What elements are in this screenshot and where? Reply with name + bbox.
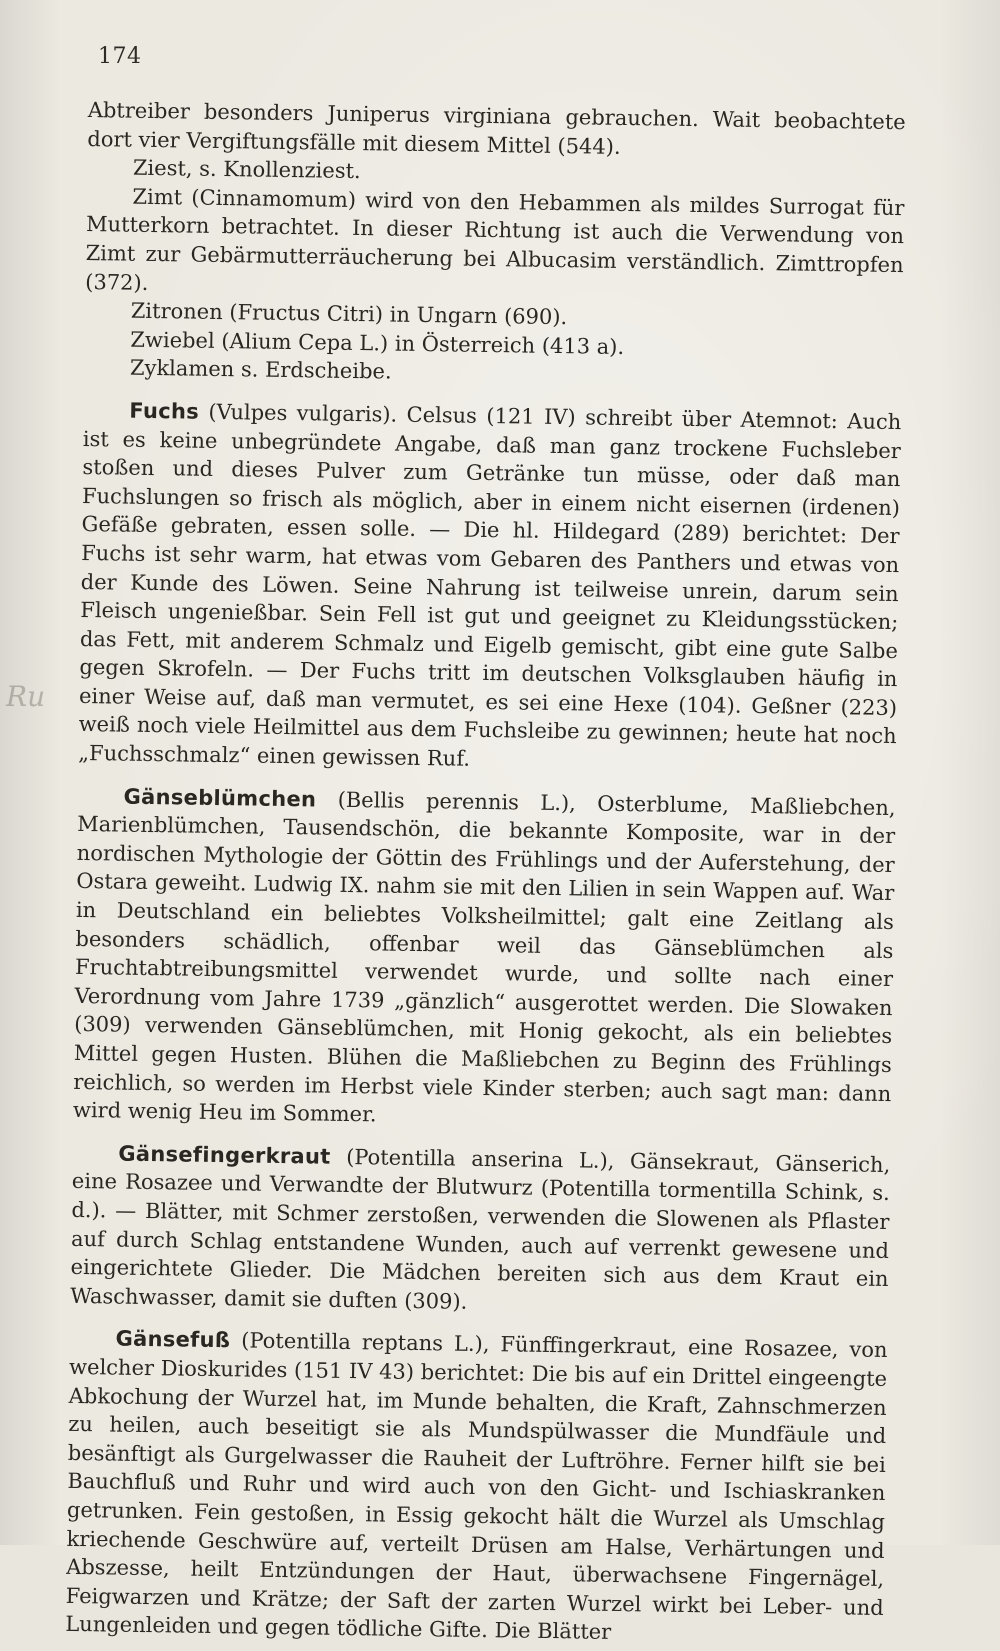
page-number: 174: [98, 44, 142, 69]
page-body-text: [65, 96, 906, 1645]
entry-gaensefuss: [65, 1324, 888, 1651]
entry-body: (Bellis perennis L.), Osterblume, Maßliebchen, Marienblümchen, Tausendschön, die bekannte Komposite, war in der nordischen Mythologie der Göttin des Frühlings und der Auferstehung, der Ostara geweiht. Ludwig IX. nahm sie mit den Lilien in sein Wappen auf. War in Deutschland ein beliebtes Volksheilmittel; galt eine Zeitlang als besonders schädlich, offenbar weil das Gänseblümchen als Fruchtabtreibungsmittel verwendet wurde, und sollte nach einer Verordnung vom Jahre 1739 „gänzlich“ ausgerottet werden. Die Slowaken (309) verwenden Gänseblümchen, mit Honig gekocht, als ein beliebtes Mittel gegen Husten. Blühen die Maßliebchen zu Beginn des Frühlings reichlich, so werden im Herbst viele Kinder sterben; auch sagt man: dann wird wenig Heu im Sommer.: [72, 787, 896, 1127]
entry-headword: Fuchs: [129, 398, 200, 424]
entry-body: (Vulpes vulgaris). Celsus (121 IV) schreibt über Atemnot: Auch ist es keine unbegründete Angabe, daß man ganz trockene Fuchsleber stoßen und dieses Pulver zum Getränke tun müsse, oder daß man Fuchslungen so frisch als möglich, aber in einem nicht eisernen (irdenen) Gefäße gebraten, essen solle. — Die hl. Hildegard (289) berichtet: Der Fuchs ist sehr warm, hat etwas vom Gebaren des Panthers und etwas von der Kunde des Löwen. Seine Nahrung ist teilweise unrein, darum sein Fleisch ungenießbar. Sein Fell ist gut und geeignet zu Kleidungsstücken; das Fett, mit anderem Schmalz und Eigelb gemischt, gibt eine gute Salbe gegen Skrofeln. — Der Fuchs tritt im deutschen Volksglauben häufig in einer Weise auf, daß man vermutet, es sei eine Hexe (104). Geßner (223) weiß noch viele Heilmittel aus dem Fuchsleibe zu gewinnen; heute hat noch „Fuchsschmalz“ einen gewissen Ruf.: [78, 399, 902, 771]
entry-gaensefingerkraut: [70, 1139, 890, 1323]
margin-pencil-mark: Ru: [6, 680, 46, 713]
entry-ziest: Ziest, s. Knollenziest.: [132, 155, 361, 184]
entry-body: (Potentilla reptans L.), Fünffingerkraut, eine Rosazee, von welcher Dioskurides (151 IV 43) berichtet: Die bis auf ein Drittel eingeengte Abkochung der Wurzel hat, im Munde behalten, die Kraft, Zahnschmerzen zu heilen, auch beseitigt sie als Mundspülwasser die Mundfäule und besänftigt als Gurgelwasser die Rauheit der Luftröhre. Ferner hilft sie bei Bauchfluß und Ruhr und wird auch von den Gicht- und Ischiaskranken getrunken. Fein gestoßen, in Essig gekocht hält die Wurzel als Umschlag kriechende Geschwüre auf, verteilt Drüsen am Halse, Verhärtungen und Abszesse, heilt Entzündungen der Haut, überwachsene Fingernägel, Feigwarzen und Krätze; der Saft der zarten Wurzel wirkt bei Leber- und Lungenleiden und gegen tödliche Gifte. Die Blätter: [65, 1328, 888, 1645]
entry-zyklamen: Zyklamen s. Erdscheibe.: [129, 355, 392, 384]
entry-fuchs: [78, 396, 901, 780]
entry-headword: Gänsefuß: [115, 1326, 231, 1353]
entry-gaenseblümchen: [73, 782, 896, 1137]
entry-zwiebel: Zwiebel (Alium Cepa L.) in Österreich (413 a).: [130, 327, 625, 359]
entry-zitronen: Zitronen (Fructus Citri) in Ungarn (690).: [130, 298, 568, 330]
entry-zimt: Zimt (Cinnamomum) wird von den Hebammen als mildes Surrogat für Mutterkorn betrachtet. In dieser Richtung ist auch die Verwendung von Zimt zur Gebärmutterräucherung bei Albucasim verständlich. Zimttropfen (372).: [85, 184, 905, 295]
entry-body: (Potentilla anserina L.), Gänsekraut, Gänserich, eine Rosazee und Verwandte der Blutwurz (Potentilla tormentilla Schink, s. d.). — Blätter, mit Schmer zerstoßen, verwenden die Slowenen als Pflaster auf durch Schlag entstandene Wunden, auch auf verrenkt gewesene und eingerichtete Glieder. Die Mädchen bereiten sich aus dem Kraut ein Waschwasser, damit sie duften (309).: [70, 1144, 891, 1314]
paragraph-juniperus-continuation: Abtreiber besonders Juniperus virginiana gebrauchen. Wait beobachtete dort vier Vergiftungsfälle mit diesem Mittel (544).: [87, 97, 906, 159]
entry-headword: Gänseblümchen: [123, 784, 317, 812]
entry-headword: Gänsefingerkraut: [118, 1141, 331, 1169]
